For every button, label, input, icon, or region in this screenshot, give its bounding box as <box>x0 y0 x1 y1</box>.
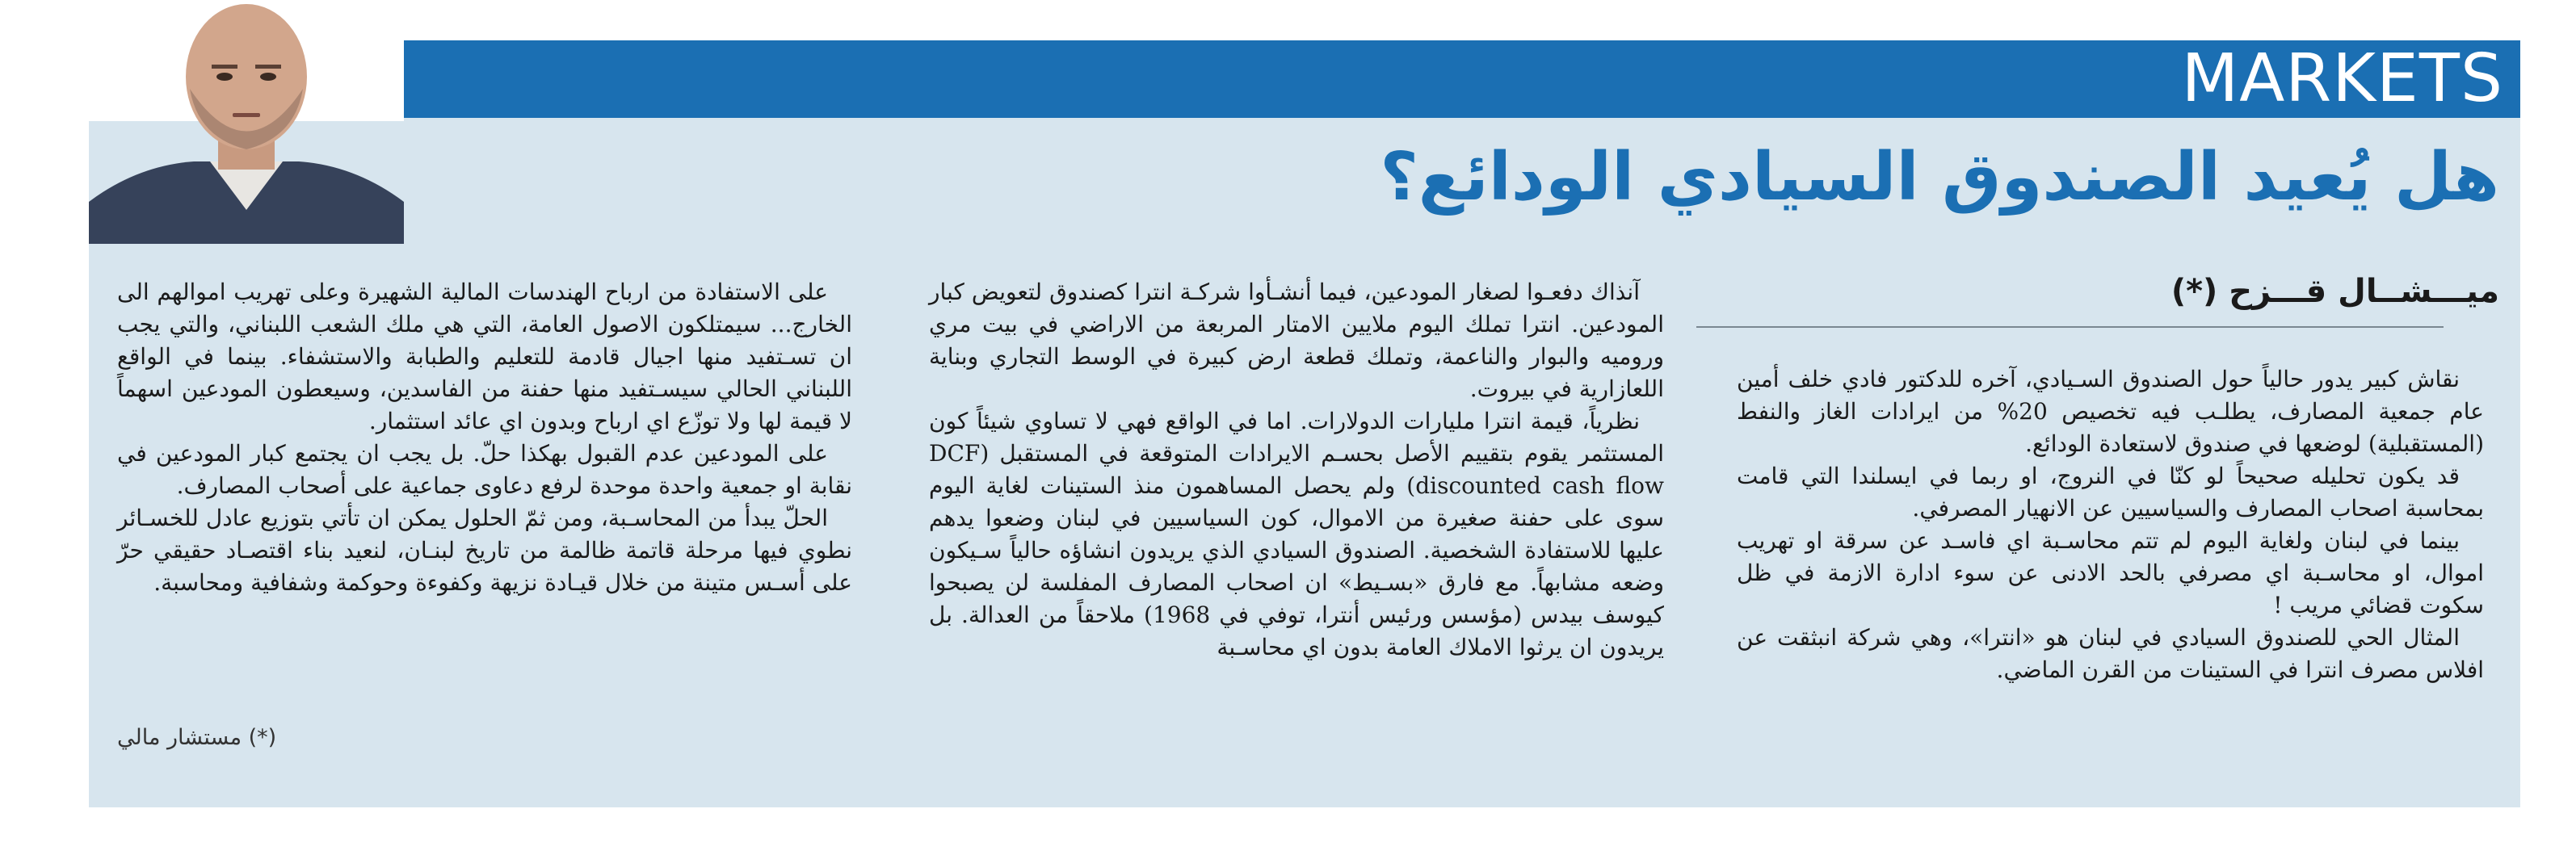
headline: هل يُعيد الصندوق السيادي الودائع؟ <box>1380 139 2499 216</box>
paragraph: نظرياً، قيمة انترا مليارات الدولارات. اما في الواقع فهي لا تساوي شيئاً كون المستثمر يقوم بتقييم الأصل بحسـم الايرادات المتوقعة في المستقبل (DCF discounted cash flow) ولم يحصل المساهمون منذ الستينات لغاية اليوم سوى على حفنة صغيرة من الاموال، كون السياسيين في لبنان وضعوا يدهم عليها للاستفادة الشخصية. الصندوق السيادي الذي يريدون انشاؤه حالياً سـيكون وضعه مشابهاً. مع فارق «بسـيط» ان اصحاب المصارف المفلسة لن يصبحوا كيوسف بيدس (مؤسس ورئيس أنترا، توفي في 1968) ملاحقاً من العدالة. بل يريدون ان يرثوا الاملاك العامة بدون اي محاسـبة <box>929 408 1665 660</box>
paragraph: آنذاك دفعـوا لصغار المودعين، فيما أنشـأوا شركـة انترا كصندوق لتعويض كبار المودعين. انترا تملك اليوم ملايين الامتار المربعة من الاراضي في بيت مري وروميه والبوار والناعمة، وتملك قطعة ارض كبيرة في الوسط التجاري وبناية اللعازارية في بيروت. <box>929 279 1664 402</box>
author-footnote: (*) مستشار مالي <box>117 725 277 750</box>
paragraph: على الاستفادة من ارباح الهندسات المالية الشهيرة وعلى تهريب اموالهم الى الخارج... سيمتلكون الاصول العامة، التي هي ملك الشعب اللبناني، والتي يجب ان تسـتفيد منها اجيال قادمة للتعليم والطبابة والاستشفاء. بينما في الواقع اللبناني الحالي سيسـتفيد منها حفنة من الفاسدين، وسيعطون المودعين اسهماً لا قيمة لها ولا توزّع اي ارباح وبدون اي عائد استثمار. <box>117 279 852 434</box>
paragraph: قد يكون تحليله صحيحاً لو كنّا في النروج، او ربما في ايسلندا التي قامت بمحاسبة اصحاب المصارف والسياسيين عن الانهيار المصرفي. <box>1737 463 2484 522</box>
section-label: MARKETS <box>2181 40 2503 117</box>
article-column-3 <box>117 276 852 599</box>
paragraph: بينما في لبنان ولغاية اليوم لم تتم محاسـبة اي فاسـد عن سرقة او تهريب اموال، او محاسـبة اي مصرفي بالحد الادنى عن سوء ادارة الازمة في ظل سكوت قضائي مريب ! <box>1737 527 2484 618</box>
paragraph: الحلّ يبدأ من المحاسـبة، ومن ثمّ الحلول يمكن ان تأتي بتوزيع عادل للخسـائر نطوي فيها مرحلة قاتمة ظالمة من تاريخ لبنـان، لنعيد بناء اقتصـاد حقيقي حرّ على أسـس متينة من خلال قيـادة نزيهة وكفوءة وحوكمة وشفافية ومحاسبة. <box>117 505 852 596</box>
author-portrait-icon <box>89 0 404 244</box>
paragraph: نقاش كبير يدور حالياً حول الصندوق السـيادي، آخره للدكتور فادي خلف أمين عام جمعية المصارف، يطلـب فيه تخصيص 20% من ايرادات الغاز والنفط (المستقبلية) لوضعها في صندوق لاستعادة الودائع. <box>1737 366 2485 457</box>
article-column-2 <box>929 276 1664 664</box>
byline: ميـــشــال قـــزح (*) <box>2170 273 2499 310</box>
author-photo <box>89 0 404 244</box>
article-column-1 <box>1737 363 2484 686</box>
paragraph: على المودعين عدم القبول بهكذا حلّ. بل يجب ان يجتمع كبار المودعين في نقابة او جمعية واحدة موحدة لرفع دعاوى جماعية على أصحاب المصارف. <box>117 440 852 499</box>
paragraph: المثال الحي للصندوق السيادي في لبنان هو «انترا»، وهي شركة انبثقت عن افلاس مصرف انترا في الستينات من القرن الماضي. <box>1737 624 2484 683</box>
byline-divider <box>1696 326 2444 328</box>
section-banner <box>89 40 2520 118</box>
